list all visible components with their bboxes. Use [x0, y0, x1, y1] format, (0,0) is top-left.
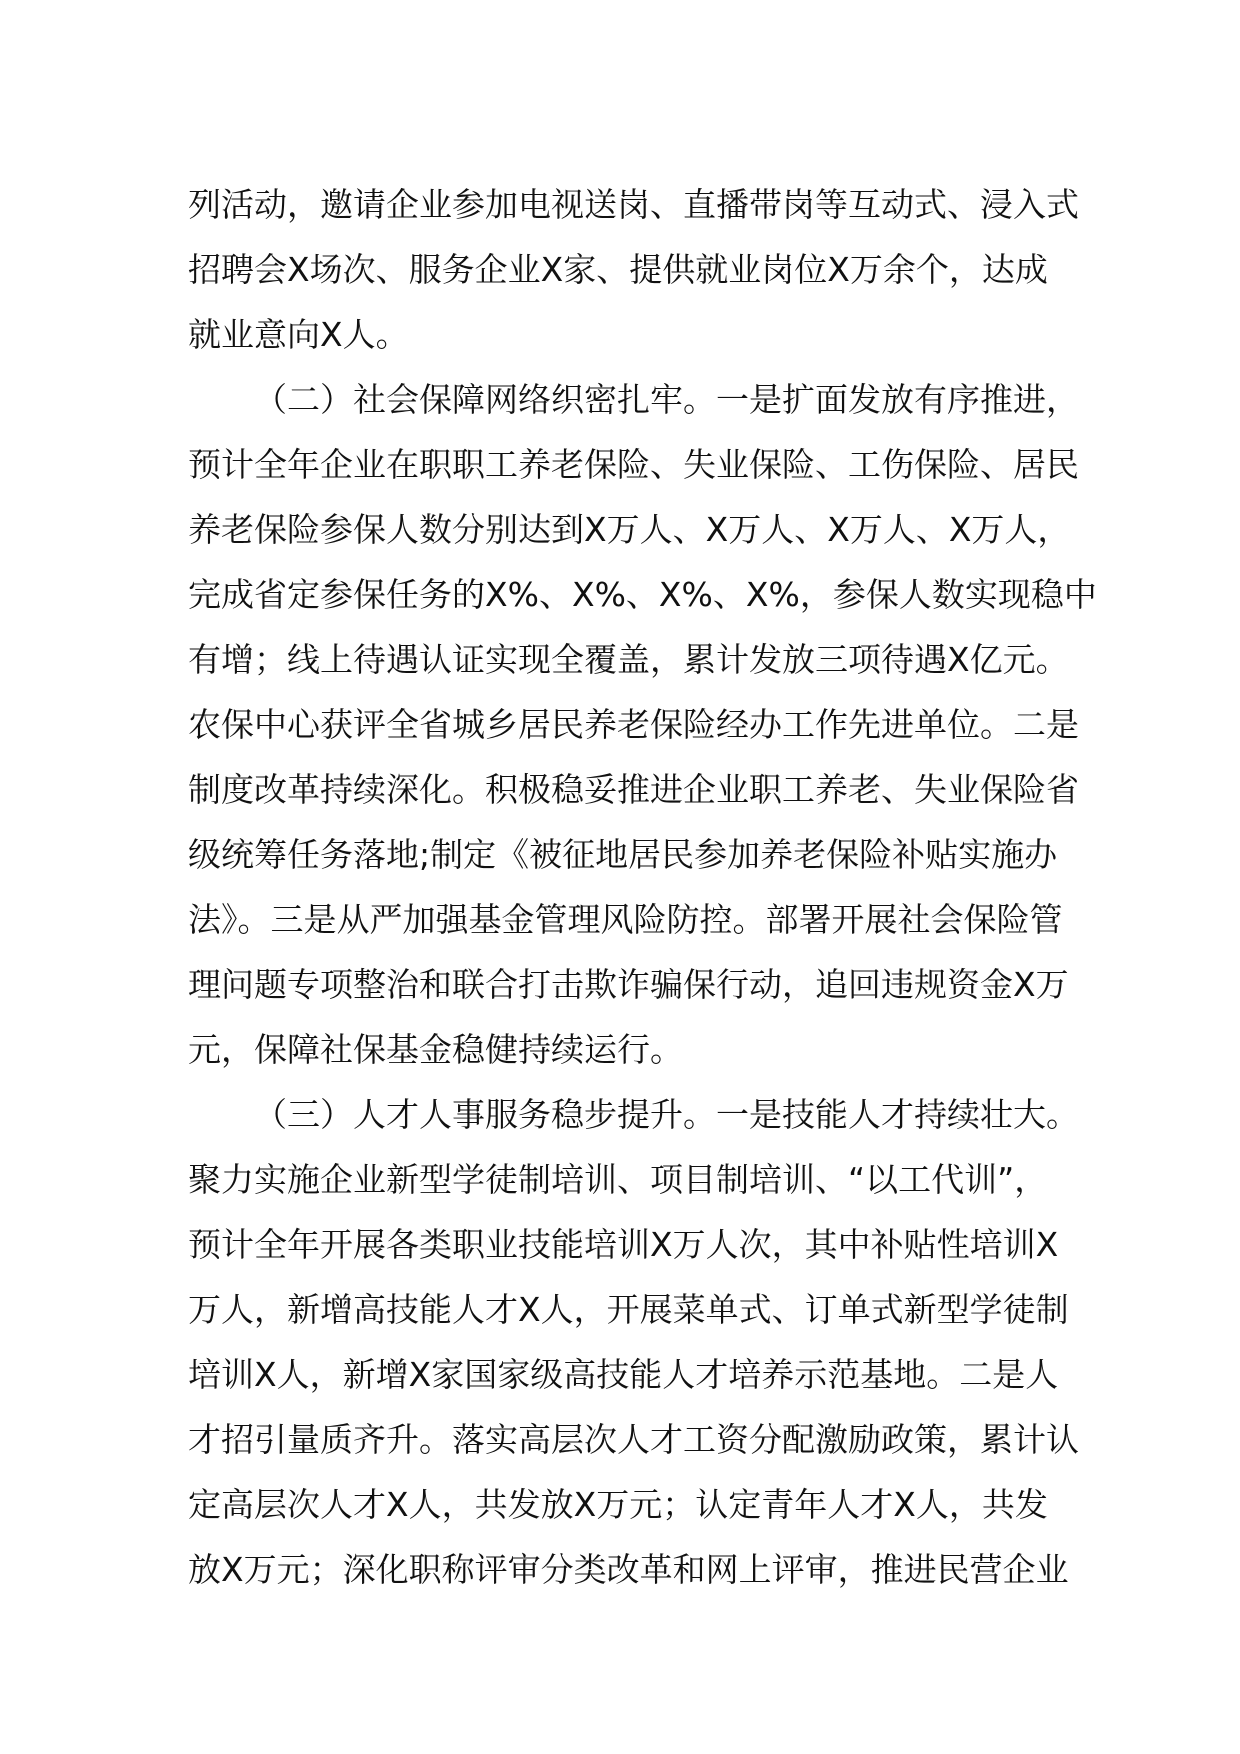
- text-line: 就业意向X人。: [188, 315, 409, 354]
- text-line: 制度改革持续深化。积极稳妥推进企业职工养老、失业保险省: [188, 770, 1079, 809]
- text-line: 有增；线上待遇认证实现全覆盖，累计发放三项待遇X亿元。: [188, 640, 1069, 679]
- body-text: [188, 172, 1097, 1602]
- section-heading-line: （三）人才人事服务稳步提升。一是技能人才持续壮大。: [254, 1095, 1079, 1134]
- text-line: 列活动，邀请企业参加电视送岗、直播带岗等互动式、浸入式: [188, 185, 1079, 224]
- text-line: 聚力实施企业新型学徒制培训、项目制培训、“以工代训”，: [188, 1160, 1048, 1199]
- text-line: 预计全年企业在职职工养老保险、失业保险、工伤保险、居民: [188, 445, 1079, 484]
- text-line: 法》。三是从严加强基金管理风险防控。部署开展社会保险管: [188, 900, 1063, 939]
- text-line: 农保中心获评全省城乡居民养老保险经办工作先进单位。二是: [188, 705, 1079, 744]
- text-line: 定高层次人才X人，共发放X万元；认定青年人才X人，共发: [188, 1485, 1048, 1524]
- section-heading-line: （二）社会保障网络织密扎牢。一是扩面发放有序推进，: [254, 380, 1079, 419]
- text-line: 级统筹任务落地;制定《被征地居民参加养老保险补贴实施办: [188, 835, 1058, 874]
- text-line: 招聘会X场次、服务企业X家、提供就业岗位X万余个，达成: [188, 250, 1048, 289]
- text-line: 才招引量质齐升。落实高层次人才工资分配激励政策，累计认: [188, 1420, 1079, 1459]
- text-line: 养老保险参保人数分别达到X万人、X万人、X万人、X万人，: [188, 510, 1071, 549]
- text-line: 预计全年开展各类职业技能培训X万人次，其中补贴性培训X: [188, 1225, 1059, 1264]
- text-line: 元，保障社保基金稳健持续运行。: [188, 1030, 683, 1069]
- text-line: 万人，新增高技能人才X人，开展菜单式、订单式新型学徒制: [188, 1290, 1069, 1329]
- text-line: 培训X人，新增X家国家级高技能人才培养示范基地。二是人: [188, 1355, 1059, 1394]
- text-line: 理问题专项整治和联合打击欺诈骗保行动，追回违规资金X万: [188, 965, 1069, 1004]
- text-line: 完成省定参保任务的X%、X%、X%、X%，参保人数实现稳中: [188, 575, 1097, 614]
- text-line: 放X万元；深化职称评审分类改革和网上评审，推进民营企业: [188, 1550, 1069, 1589]
